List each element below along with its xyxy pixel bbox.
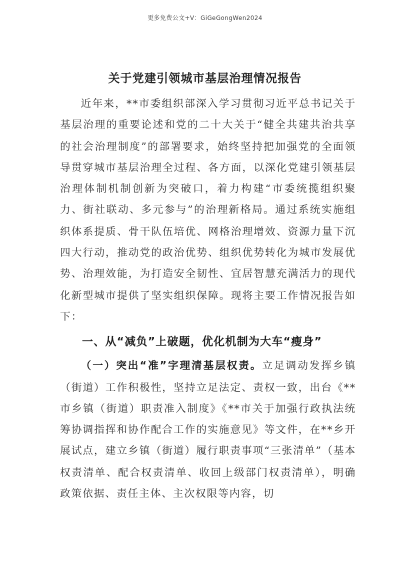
subsection-text: 立足调动发挥乡镇（街道）工作积极性，坚持立足法定、责权一致，出台《**市乡镇（街道）职责准入制度》《**市关于加强行政执法统筹协调指挥和协作配合工作的实施意见》等文件，在**乡开展试点，建立乡镇（街道）履行职责事项“三张清单”（基本权责清单、配合权责清单、收回上级部门权责清单），明确政策依据、责任主体、主次权限等内容，切 (60, 360, 356, 501)
header-note: 更多免费公文+V：GiGeGongWen2024 (147, 15, 263, 22)
document-body (60, 94, 356, 505)
subsection-heading: （一）突出“准”字理清基层权责。 (80, 360, 263, 373)
section-heading: 一、从“减负”上破题，优化机制为大车“瘦身” (82, 335, 323, 349)
document-title: 关于党建引领城市基层治理情况报告 (108, 71, 302, 85)
subsection-paragraph (60, 356, 356, 505)
intro-paragraph: 近年来，**市委组织部深入学习贯彻习近平总书记关于基层治理的重要论述和党的二十大关于“健全共建共治共享的社会治理制度”的部署要求，始终坚持把加强党的全面领导贯穿城市基层治理全过程、各方面，以深化党建引领基层治理体制机制创新为突破口，着力构建“市委统揽组织聚力、街社联动、多元参与”的治理新格局。通过系统实施组织体系提质、骨干队伍培优、网格治理增效、资源力量下沉四大行动，推动党的政治优势、组织优势转化为城市发展优势、治理效能，为打造安全韧性、宜居智慧充满活力的现代化新型城市提供了坚实组织保障。现将主要工作情况报告如下： (60, 98, 356, 323)
